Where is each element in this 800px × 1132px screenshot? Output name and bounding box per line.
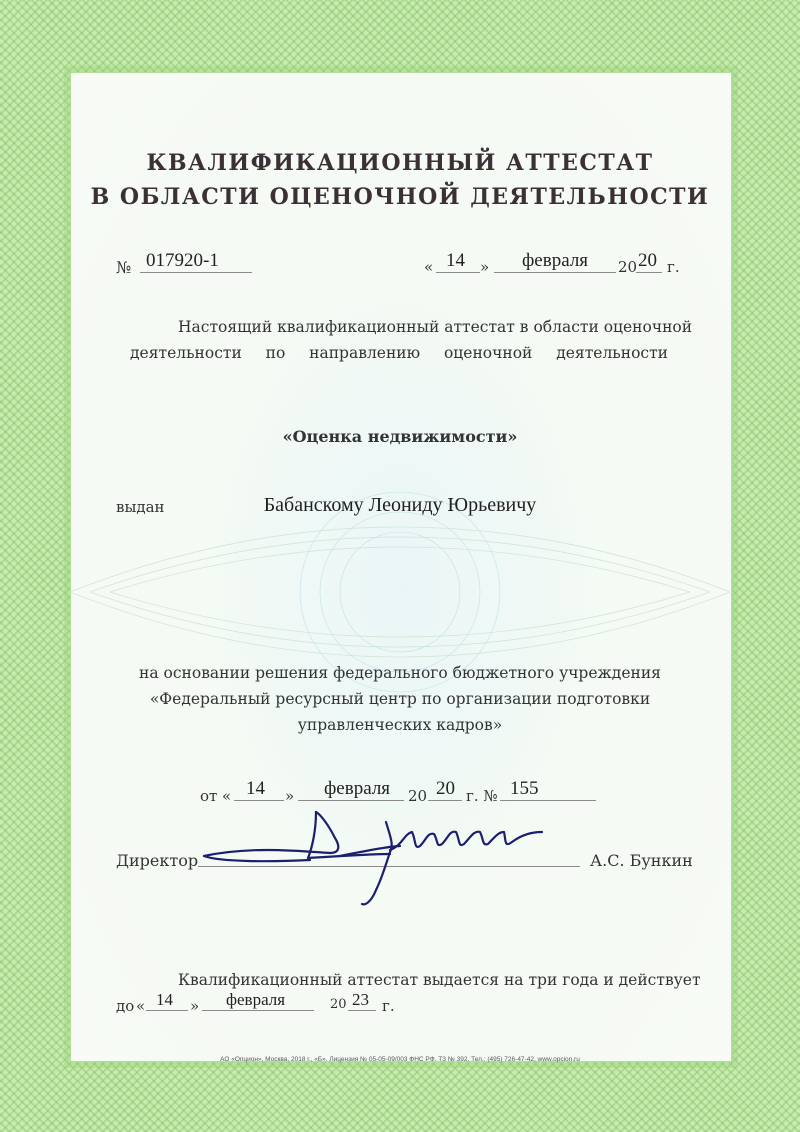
until-year-label: г. bbox=[382, 997, 395, 1015]
issue-year: 20 bbox=[638, 250, 657, 271]
director-label: Директор bbox=[116, 851, 199, 870]
basis-line-2: «Федеральный ресурсный центр по организации подготовки bbox=[149, 690, 651, 708]
printer-note: АО «Опцион», Москва, 2018 г., «Б». Лицензия № 05-05-09/003 ФНС РФ. ТЗ № 392. Тел.: (495) 726-47-42, www.opcion.ru bbox=[220, 1056, 580, 1063]
until-open-quote: « bbox=[136, 997, 146, 1015]
intro-line-1: Настоящий квалификационный аттестат в области оценочной bbox=[178, 318, 693, 336]
decision-month: февраля bbox=[324, 778, 391, 799]
issue-day: 14 bbox=[446, 250, 465, 271]
number-label: № bbox=[116, 258, 132, 277]
director-name: А.С. Бункин bbox=[590, 851, 693, 870]
until-close-quote: » bbox=[190, 997, 200, 1015]
direction-name: «Оценка недвижимости» bbox=[282, 427, 518, 446]
director-signature bbox=[190, 806, 570, 916]
issue-year-label: г. bbox=[667, 258, 680, 276]
decision-year-number-label: г. № bbox=[466, 787, 498, 805]
until-day: 14 bbox=[156, 990, 173, 1009]
basis-line-3: управленческих кадров» bbox=[297, 716, 503, 734]
decision-year: 20 bbox=[436, 778, 455, 799]
title-line-2: В ОБЛАСТИ ОЦЕНОЧНОЙ ДЕЯТЕЛЬНОСТИ bbox=[90, 184, 710, 210]
basis-line-1: на основании решения федерального бюджетного учреждения bbox=[139, 664, 661, 682]
decision-number: 155 bbox=[510, 778, 539, 799]
decision-from-label: от bbox=[200, 787, 218, 805]
until-month: февраля bbox=[226, 990, 286, 1009]
until-century: 20 bbox=[330, 997, 347, 1012]
validity-line: Квалификационный аттестат выдается на три года и действует bbox=[178, 971, 701, 989]
decision-close-quote: » bbox=[285, 787, 295, 805]
issue-close-quote: » bbox=[480, 258, 490, 276]
title-line-1: КВАЛИФИКАЦИОННЫЙ АТТЕСТАТ bbox=[146, 150, 654, 176]
issue-century: 20 bbox=[618, 258, 638, 276]
decision-century: 20 bbox=[408, 787, 428, 805]
until-label: до bbox=[116, 997, 135, 1015]
issued-to-label: выдан bbox=[116, 498, 165, 516]
issue-open-quote: « bbox=[424, 258, 434, 276]
issue-month: февраля bbox=[522, 250, 589, 271]
until-year: 23 bbox=[352, 990, 369, 1009]
issued-to-name: Бабанскому Леониду Юрьевичу bbox=[263, 494, 537, 516]
decision-open-quote: « bbox=[222, 787, 232, 805]
intro-line-2: деятельности по направлению оценочной деятельности bbox=[130, 344, 668, 362]
certificate-number: 017920-1 bbox=[146, 250, 219, 271]
decision-day: 14 bbox=[246, 778, 265, 799]
